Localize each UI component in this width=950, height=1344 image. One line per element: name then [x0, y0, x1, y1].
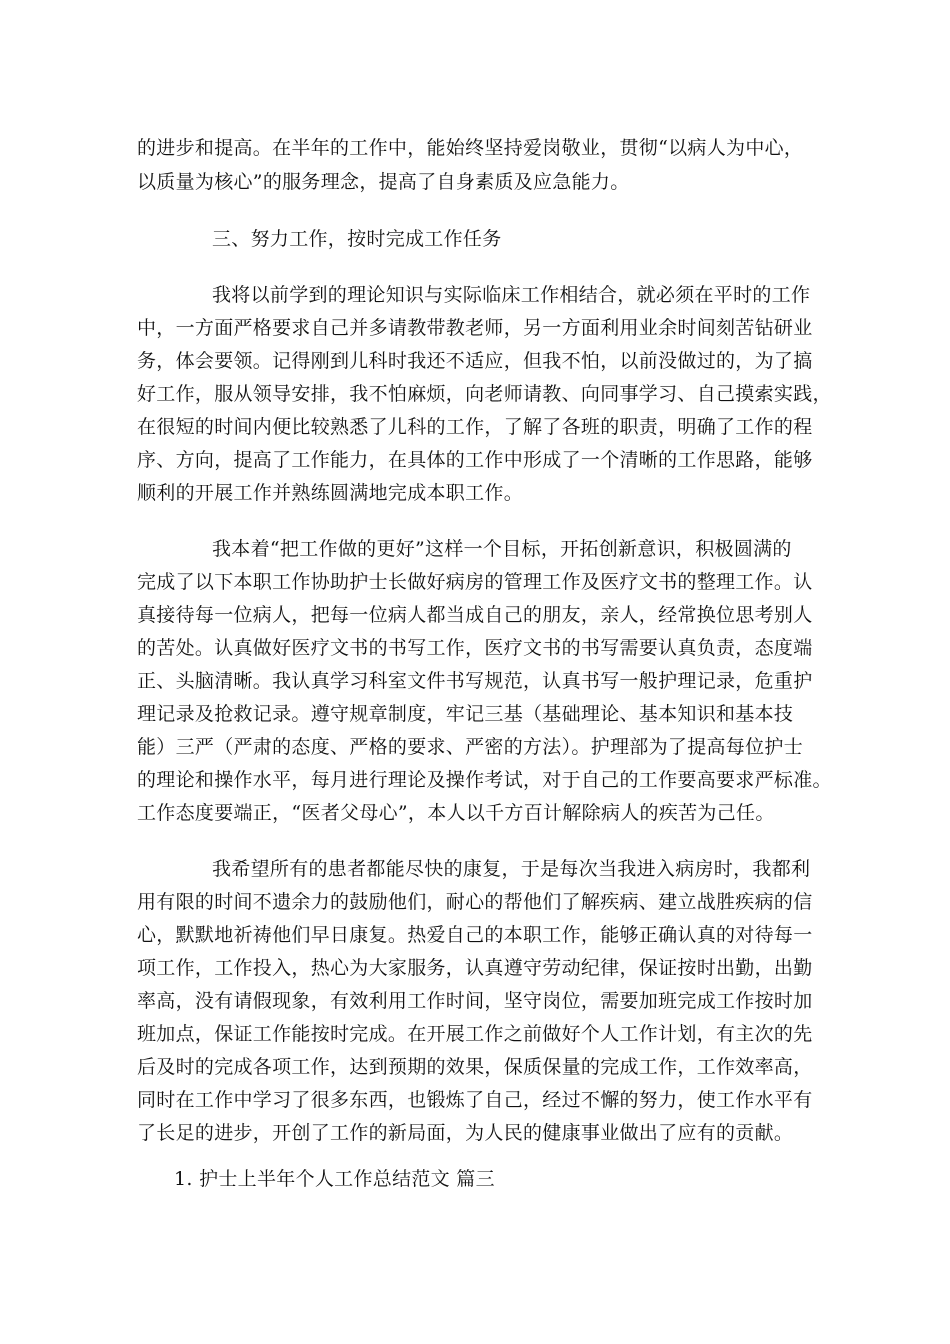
paragraph-line: 后及时的完成各项工作，达到预期的效果，保质保量的完成工作，工作效率高， [137, 1056, 813, 1078]
paragraph-line: 工作态度要端正，“医者父母心”，本人以千方百计解除病人的疾苦为己任。 [137, 802, 775, 824]
paragraph-line: 在很短的时间内便比较熟悉了儿科的工作，了解了各班的职责，明确了工作的程 [137, 416, 813, 438]
paragraph-line: 序、方向，提高了工作能力，在具体的工作中形成了一个清晰的工作思路，能够 [137, 449, 813, 471]
paragraph-line: 我希望所有的患者都能尽快的康复，于是每次当我进入病房时，我都利 [212, 858, 811, 880]
paragraph-line: 完成了以下本职工作协助护士长做好病房的管理工作及医疗文书的整理工作。认 [137, 571, 813, 593]
paragraph-line: 真接待每一位病人，把每一位病人都当成自己的朋友，亲人，经常换位思考别人 [137, 604, 813, 626]
paragraph-line: 的苦处。认真做好医疗文书的书写工作，医疗文书的书写需要认真负责，态度端 [137, 637, 813, 659]
paragraph-line: 我本着“把工作做的更好”这样一个目标，开拓创新意识，积极圆满的 [212, 538, 792, 560]
paragraph-line: 我将以前学到的理论知识与实际临床工作相结合，就必须在平时的工作 [212, 284, 811, 306]
paragraph-line: 用有限的时间不遗余力的鼓励他们，耐心的帮他们了解疾病、建立战胜疾病的信 [137, 891, 813, 913]
paragraph-line: 班加点，保证工作能按时完成。在开展工作之前做好个人工作计划，有主次的先 [137, 1023, 813, 1045]
paragraph-line: 理记录及抢救记录。遵守规章制度，牢记三基（基础理论、基本知识和基本技 [137, 703, 794, 725]
paragraph-line: 心，默默地祈祷他们早日康复。热爱自己的本职工作，能够正确认真的对待每一 [137, 924, 813, 946]
paragraph-line: 正、头脑清晰。我认真学习科室文件书写规范，认真书写一般护理记录，危重护 [137, 670, 813, 692]
paragraph-line: 了长足的进步，开创了工作的新局面，为人民的健康事业做出了应有的贡献。 [137, 1122, 794, 1144]
paragraph-line: 顺利的开展工作并熟练圆满地完成本职工作。 [137, 482, 524, 504]
paragraph-line: 项工作，工作投入，热心为大家服务，认真遵守劳动纪律，保证按时出勤，出勤 [137, 957, 813, 979]
paragraph-line: 能）三严（严肃的态度、严格的要求、严密的方法）。护理部为了提高每位护士 [137, 736, 804, 758]
paragraph-line: 以质量为核心”的服务理念，提高了自身素质及应急能力。 [137, 171, 630, 193]
paragraph-line: 务，体会要领。记得刚到儿科时我还不适应，但我不怕，以前没做过的，为了搞 [137, 350, 813, 372]
paragraph-line: 率高，没有请假现象，有效利用工作时间，坚守岗位，需要加班完成工作按时加 [137, 990, 813, 1012]
section-title: 1. 护士上半年个人工作总结范文 篇三 [174, 1168, 495, 1190]
paragraph-line: 的理论和操作水平，每月进行理论及操作考试，对于自己的工作要高要求严标准。 [137, 769, 832, 791]
paragraph-line: 中，一方面严格要求自己并多请教带教老师，另一方面利用业余时间刻苦钻研业 [137, 317, 813, 339]
section-heading: 三、努力工作，按时完成工作任务 [212, 228, 502, 250]
paragraph-line: 的进步和提高。在半年的工作中，能始终坚持爱岗敬业，贯彻“以病人为中心， [137, 137, 804, 159]
paragraph-line: 同时在工作中学习了很多东西，也锻炼了自己，经过不懈的努力，使工作水平有 [137, 1089, 813, 1111]
paragraph-line: 好工作，服从领导安排，我不怕麻烦，向老师请教、向同事学习、自己摸索实践， [137, 383, 832, 405]
